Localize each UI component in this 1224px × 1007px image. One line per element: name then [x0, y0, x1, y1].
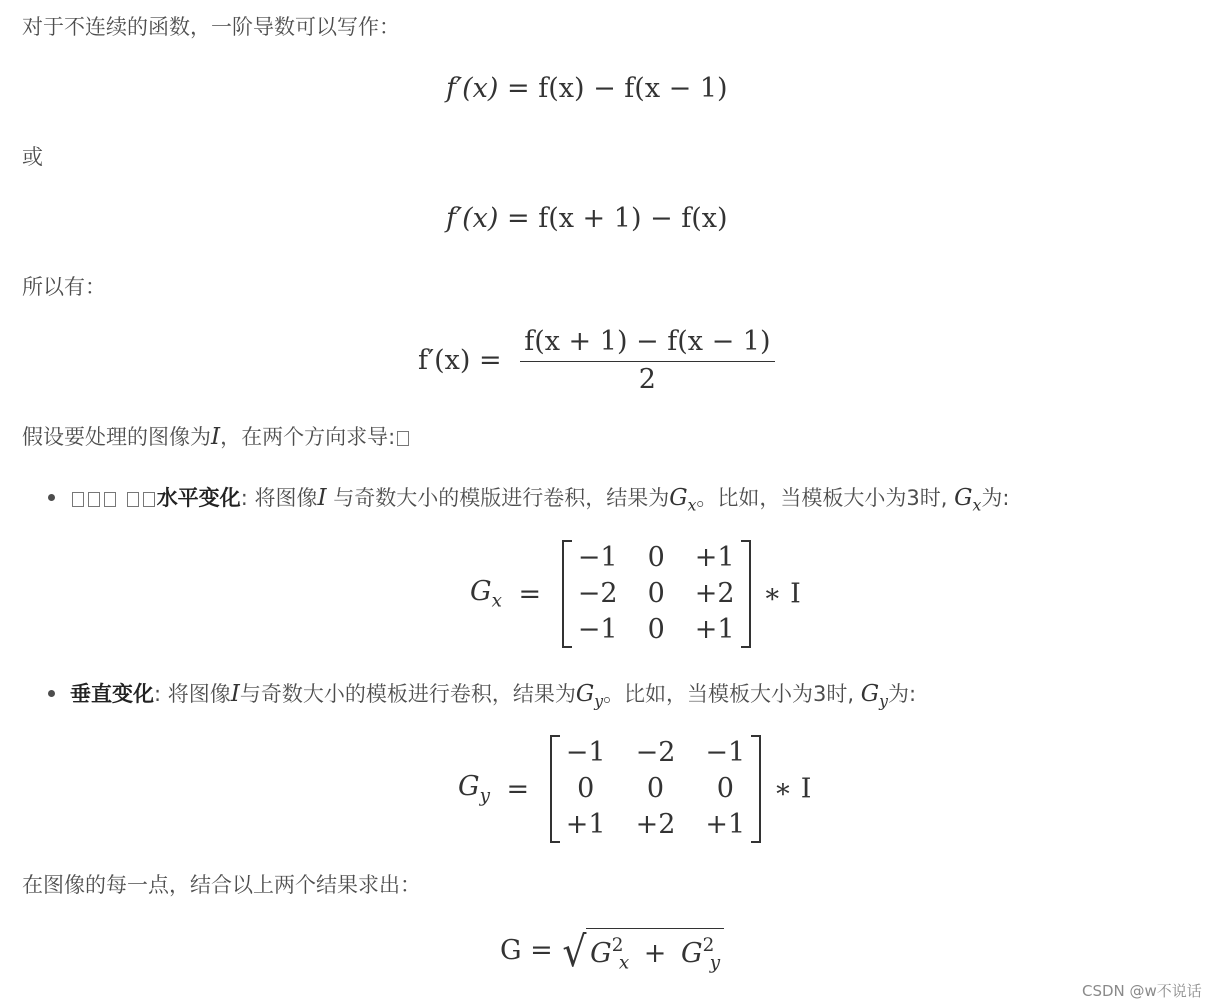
bullet-dot-horizontal [48, 494, 55, 501]
equation-central-difference [418, 326, 775, 395]
eq2-rhs: = f(x + 1) − f(x) [507, 203, 728, 234]
bullet2-result-2: $G_y$ [860, 681, 888, 711]
gx-cell: +1 [694, 614, 735, 645]
gx-cell: +2 [694, 578, 735, 609]
equation-gx-matrix [470, 540, 801, 648]
gy-left-bracket [550, 735, 560, 843]
gx-equals: = [518, 578, 542, 610]
gx-left-bracket [562, 540, 572, 648]
gx-cell: 0 [647, 542, 665, 573]
gy-cell: +1 [565, 809, 606, 840]
eq1-rhs: = f(x) − f(x − 1) [507, 73, 728, 104]
gx-right-bracket [741, 540, 751, 648]
equation-gradient-magnitude [500, 927, 724, 977]
p4-var: I [211, 424, 221, 450]
gx-lhs: $G_x$ [470, 576, 502, 612]
gy-cell: 0 [716, 773, 734, 804]
csdn-watermark: CSDN @w不说话 [1082, 982, 1202, 1000]
bullet2-text2: 与奇数大小的模板进行卷积，结果为 [239, 682, 576, 706]
bullet-horizontal-change [70, 483, 1009, 520]
gy-cell: −2 [635, 737, 676, 768]
p4-before: 假设要处理的图像为 [22, 425, 211, 449]
bullet2-text1: : 将图像 [154, 682, 231, 706]
paragraph-therefore: 所以有： [22, 275, 106, 299]
bullet2-title: 垂直变化 [70, 682, 154, 706]
equation-backward-difference [446, 73, 728, 104]
sqrt-radical [561, 927, 724, 977]
gy-right-bracket [751, 735, 761, 843]
bullet2-text4: 为: [887, 682, 917, 706]
gy-lhs: $G_y$ [458, 771, 490, 807]
gy-cell: −1 [705, 737, 746, 768]
bullet1-text2: 与奇数大小的模版进行卷积，结果为 [326, 486, 670, 510]
gy-cell: +1 [705, 809, 746, 840]
gx-cell: −1 [577, 542, 618, 573]
eq3-lhs: f′(x) = [418, 345, 502, 376]
eq3-denominator: 2 [638, 364, 656, 395]
gy-equals: = [506, 773, 530, 805]
bullet1-title: 水平变化 [156, 486, 241, 510]
gx-cell: −1 [577, 614, 618, 645]
bullet-dot-vertical [48, 690, 55, 697]
bullet2-text3: 。比如，当模板大小为3时, [603, 682, 861, 706]
gx-cell: +1 [694, 542, 735, 573]
eqG-lhs: G = [500, 935, 553, 967]
equation-gy-matrix [458, 735, 811, 843]
missing-glyph-icon [397, 431, 409, 446]
gx-cells [572, 540, 741, 648]
missing-glyphs-icon [70, 486, 157, 510]
gx-tail: ∗ I [763, 578, 801, 610]
paragraph-combine: 在图像的每一点，结合以上两个结果求出： [22, 873, 421, 897]
equation-forward-difference [446, 203, 728, 234]
gy-tail: ∗ I [773, 773, 812, 805]
eq3-fraction [520, 326, 774, 395]
eq3-numerator: f(x + 1) − f(x − 1) [524, 326, 771, 357]
gx-cell: 0 [647, 614, 665, 645]
bullet1-text3: 。比如，当模板大小为3时, [696, 486, 955, 510]
gx-cell: 0 [647, 578, 665, 609]
gx-cell: −2 [577, 578, 618, 609]
gy-cell: −1 [565, 737, 606, 768]
gy-cell: +2 [635, 809, 676, 840]
gy-cell: 0 [646, 773, 665, 804]
bullet1-result: $G_x$ [669, 485, 697, 515]
paragraph-image-derivative [22, 422, 411, 452]
gy-cells [560, 735, 751, 843]
bullet1-text4: 为: [981, 486, 1010, 510]
gx-kernel-matrix [562, 540, 751, 648]
paragraph-or: 或 [22, 145, 43, 169]
eq2-lhs: f′(x) [446, 203, 499, 234]
sqrt-radicand: $G^2_x + G^2_y$ [586, 928, 724, 973]
bullet1-text1: : 将图像 [240, 486, 318, 510]
bullet2-result: $G_y$ [575, 681, 604, 711]
bullet1-var: I [317, 485, 327, 511]
bullet-vertical-change [70, 679, 916, 716]
eq1-lhs: f′(x) [446, 73, 499, 104]
paragraph-intro: 对于不连续的函数，一阶导数可以写作： [22, 15, 400, 39]
p4-after: ，在两个方向求导: [220, 425, 396, 449]
gy-kernel-matrix [550, 735, 761, 843]
bullet1-result-2: $G_x$ [954, 485, 982, 515]
gy-cell: 0 [577, 773, 595, 804]
radical-sign-icon: √ [562, 927, 587, 977]
bullet2-var: I [230, 681, 240, 707]
